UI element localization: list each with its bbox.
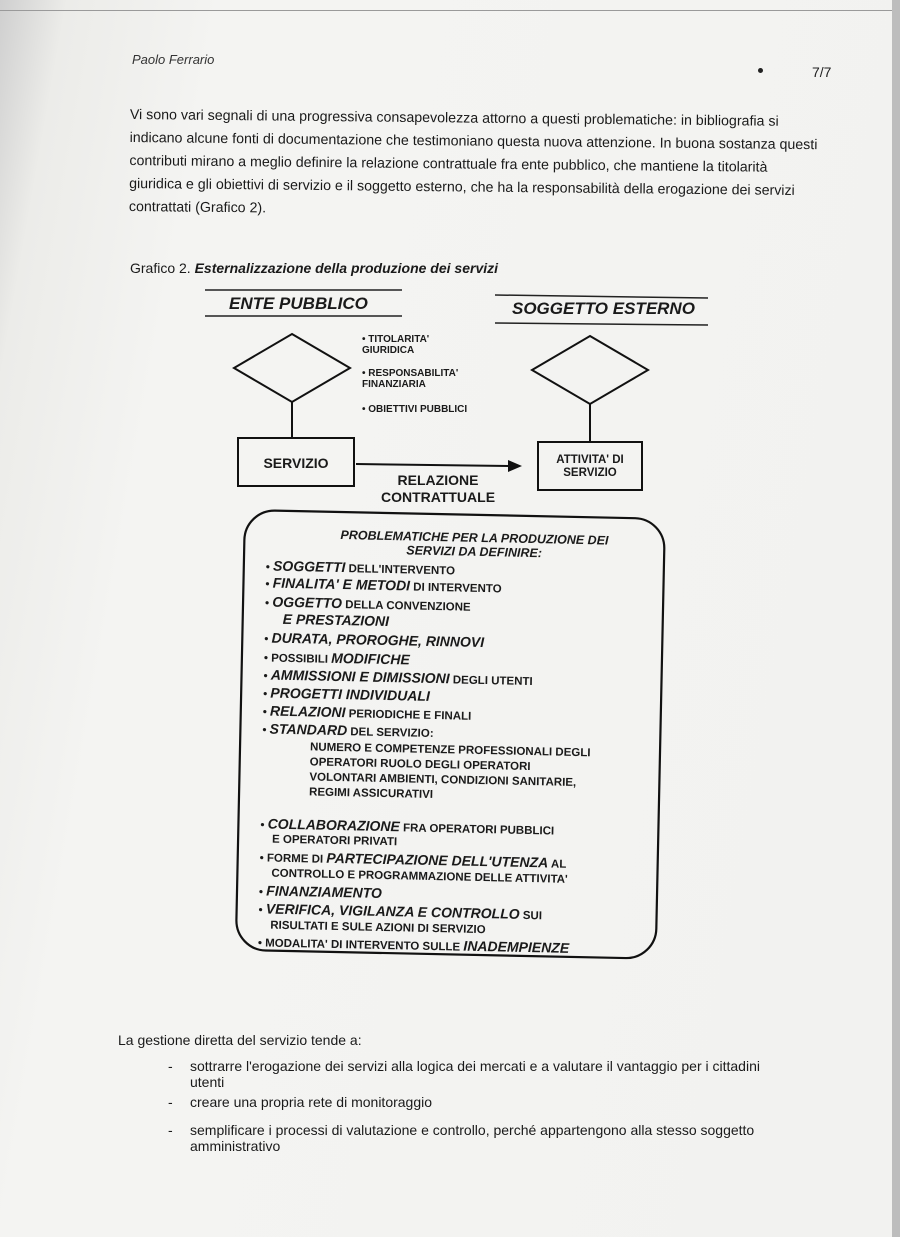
ink-dot: [758, 68, 763, 73]
dash-marker: -: [168, 1094, 173, 1110]
list-item: • AMMISSIONI E DIMISSIONI DEGLI UTENTI: [263, 666, 533, 689]
gestione-item: sottrarre l'erogazione dei servizi alla logica dei mercati e a valutare il vantaggio per i cittadini utenti: [190, 1058, 760, 1090]
diagram: [150, 278, 750, 978]
diamond-soggetto: [532, 336, 648, 404]
list-item: • RELAZIONI PERIODICHE E FINALI: [262, 702, 472, 723]
list-item: • OGGETTO DELLA CONVENZIONE: [264, 593, 471, 614]
intro-paragraph: Vi sono vari segnali di una progressiva consapevolezza attorno a questi problematiche: in bibliografia si indicano alcune fonti di documentazione che testimoniano questa nuova attenzione. In buona sostanza questi contributi mirano a meglio definire la relazione contrattuale fra ente pubblico, che mantiene la titolarità giuridica e gli obiettivi di servizio e il soggetto esterno, che ha la responsabilità della erogazione dei servizi contrattati (Grafico 2).: [128, 106, 818, 217]
label-soggetto-esterno: SOGGETTO ESTERNO: [512, 299, 695, 318]
gestione-intro: La gestione diretta del servizio tende a:: [118, 1032, 362, 1048]
list-item: • FINANZIAMENTO: [258, 882, 383, 901]
diamond-ente: [234, 334, 350, 402]
page-right-edge: [892, 0, 900, 1237]
header-author: Paolo Ferrario: [132, 52, 215, 67]
bullet-obiettivi: • OBIETTIVI PUBBLICI: [362, 404, 468, 415]
arrow-head: [508, 460, 522, 472]
list-item: • COLLABORAZIONE FRA OPERATORI PUBBLICI: [260, 815, 555, 838]
list-item: • POSSIBILI MODIFICHE: [263, 649, 410, 668]
caption-title: Esternalizzazione della produzione dei servizi: [194, 260, 499, 276]
label-attivita: ATTIVITA' DI SERVIZIO: [556, 454, 624, 479]
list-item: • PROGETTI INDIVIDUALI: [263, 684, 431, 704]
list-item: • VERIFICA, VIGILANZA E CONTROLLO SUI: [258, 900, 543, 923]
problematiche-title: PROBLEMATICHE PER LA PRODUZIONE DEI SERVIZI DA DEFINIRE:: [340, 528, 609, 561]
problematiche-panel: [236, 510, 665, 959]
caption-prefix: Grafico 2.: [130, 260, 191, 276]
label-ente-pubblico: ENTE PUBBLICO: [229, 294, 368, 313]
list-item: • DURATA, PROROGHE, RINNOVI: [264, 629, 485, 651]
gestione-item: creare una propria rete di monitoraggio: [190, 1094, 433, 1110]
list-item: RISULTATI E SULE AZIONI DI SERVIZIO: [270, 919, 486, 937]
list-item: • MODALITA' DI INTERVENTO SULLE INADEMPIENZE: [257, 937, 570, 956]
list-item: • STANDARD DEL SERVIZIO:: [262, 720, 434, 740]
list-item: • SOGGETTI DELL'INTERVENTO: [265, 557, 456, 578]
list-item: • FINALITA' E METODI DI INTERVENTO: [265, 574, 502, 596]
bullet-responsabilita: • RESPONSABILITA' FINANZIARIA: [362, 368, 459, 390]
list-item: E OPERATORI PRIVATI: [271, 833, 398, 849]
bullet-titolarita: • TITOLARITA' GIURIDICA: [362, 334, 430, 356]
label-servizio: SERVIZIO: [263, 455, 329, 471]
label-relazione: RELAZIONE CONTRATTUALE: [380, 472, 496, 505]
list-item: • FORME DI PARTECIPAZIONE DELL'UTENZA AL: [259, 849, 567, 871]
list-item: CONTROLLO E PROGRAMMAZIONE DELLE ATTIVITA': [271, 867, 568, 886]
dash-marker: -: [168, 1058, 173, 1074]
dash-marker: -: [168, 1122, 173, 1138]
header-page-number: 7/7: [812, 64, 832, 80]
standard-details: NUMERO E COMPETENZE PROFESSIONALI DEGLI OPERATORI RUOLO DEGLI OPERATORI VOLONTARI AMBIENTI, CONDIZIONI SANITARIE, REGIMI ASSICURATIVI: [308, 741, 591, 801]
figure-caption: [130, 260, 498, 276]
page-top-edge: [0, 10, 900, 11]
list-item: E PRESTAZIONI: [282, 610, 390, 630]
gestione-item: semplificare i processi di valutazione e controllo, perché appartengono alla stesso soggetto amministrativo: [190, 1122, 755, 1154]
